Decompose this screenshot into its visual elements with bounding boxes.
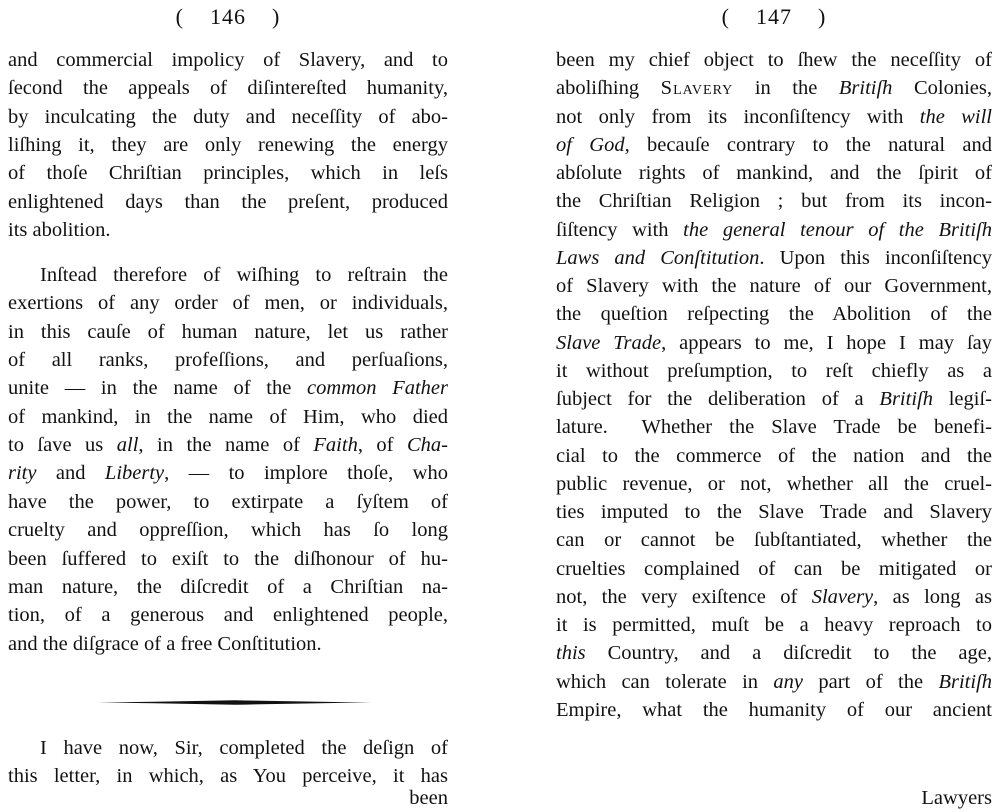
italic-text: of God <box>556 133 625 156</box>
text-line <box>556 442 992 470</box>
text-segment: . Upon this inconſiſtency <box>759 246 992 269</box>
text-line <box>556 244 992 272</box>
text-line <box>8 459 448 487</box>
text-segment: of thoſe Chriſtian principles, which in leſs <box>8 162 448 185</box>
text-line <box>8 545 448 573</box>
text-line <box>556 46 992 74</box>
italic-text: Faith <box>313 434 358 457</box>
text-segment: in the <box>733 77 839 100</box>
text-segment: legiſ- <box>932 388 992 410</box>
text-line <box>8 431 448 459</box>
text-line <box>8 374 448 402</box>
section-divider-rule <box>98 700 372 705</box>
text-line <box>556 668 992 696</box>
text-segment: ſiſtency with <box>556 218 684 241</box>
text-line <box>556 583 992 611</box>
text-line <box>8 601 448 629</box>
paren-close: ) <box>818 4 827 29</box>
text-line <box>556 187 992 215</box>
text-segment: of mankind, in the name of Him, who died <box>8 405 448 428</box>
italic-text: Slave Trade <box>556 331 662 354</box>
text-line <box>8 630 448 658</box>
right-page <box>556 0 992 810</box>
text-line <box>556 131 992 159</box>
text-line <box>8 46 448 74</box>
text-segment: ſubject for the deliberation of a <box>556 388 880 410</box>
text-segment: have the power, to extirpate a ſyſtem of <box>8 490 448 513</box>
left-page <box>8 0 448 810</box>
text-segment: Country, and a diſcredit to the age, <box>585 642 992 665</box>
italic-text: Liberty <box>104 462 165 485</box>
text-segment: I have now, Sir, completed the deſign of <box>40 737 448 759</box>
text-segment: and the diſgrace of a free Conſtitution. <box>8 632 322 655</box>
italic-text: all <box>116 434 139 457</box>
italic-text: any <box>773 670 804 693</box>
text-line <box>556 272 992 300</box>
text-segment: , in the name of <box>138 434 314 457</box>
text-segment: ſecond the appeals of diſintereſted humanity, <box>8 77 448 100</box>
text-segment: Inſtead therefore of wiſhing to reſtrain the <box>40 264 448 286</box>
italic-text: Britiſh <box>879 388 933 410</box>
text-line <box>8 573 448 601</box>
text-line <box>556 611 992 639</box>
text-line <box>8 188 448 216</box>
italic-text: Slavery <box>811 585 874 608</box>
text-line <box>556 357 992 385</box>
text-segment: ties imputed to the Slave Trade and Slavery <box>556 501 992 523</box>
text-segment: liſhing it, they are only renewing the energy <box>8 134 448 157</box>
text-segment: and commercial impolicy of Slavery, and to <box>8 49 448 71</box>
paren-open: ( <box>175 4 184 29</box>
page-number: 146 <box>210 4 246 29</box>
catchword: been <box>409 787 448 809</box>
text-line <box>556 526 992 554</box>
text-segment: abſolute rights of mankind, and the ſpirit of <box>556 162 992 184</box>
text-segment: man nature, the diſcredit of a Chriſtian na- <box>8 575 448 598</box>
text-line <box>556 696 992 724</box>
text-line <box>556 639 992 667</box>
text-line <box>556 555 992 583</box>
text-segment: it is permitted, muſt be a heavy reproach to <box>556 614 992 636</box>
text-segment: in this cauſe of human nature, let us rather <box>8 320 448 343</box>
text-segment: its abolition. <box>8 219 111 242</box>
paren-close: ) <box>272 4 281 29</box>
text-line <box>8 488 448 516</box>
italic-text: this <box>556 642 586 665</box>
text-segment: not, the very exiſtence of <box>556 585 812 608</box>
italic-text: Cha- <box>407 434 448 457</box>
text-segment: part of the <box>803 670 939 693</box>
text-line <box>8 734 448 762</box>
text-segment: , — to implore thoſe, who <box>164 462 448 485</box>
italic-text: rity <box>8 462 37 485</box>
text-segment: tion, of a generous and enlightened people, <box>8 604 448 627</box>
text-line <box>8 216 448 244</box>
text-line <box>8 159 448 187</box>
text-segment: Colonies, <box>892 77 992 100</box>
text-segment: of all ranks, profeſſions, and perſuaſions, <box>8 349 448 372</box>
text-segment: been my chief object to ſhew the neceſſity of <box>556 49 992 71</box>
text-line <box>556 413 992 441</box>
text-segment: cruelty and oppreſſion, which has ſo long <box>8 519 448 542</box>
text-segment: unite — in the name of the <box>8 377 308 400</box>
text-segment: , becauſe contrary to the natural and <box>624 133 992 156</box>
text-line <box>556 385 992 413</box>
text-line <box>556 300 992 328</box>
italic-text: the general tenour of the Britiſh <box>683 218 992 241</box>
text-line <box>8 261 448 289</box>
text-line <box>8 516 448 544</box>
text-line <box>556 216 992 244</box>
text-segment: lature. Whether the Slave Trade be benefi- <box>556 416 992 439</box>
italic-text: Laws and Conſtitution <box>556 246 760 269</box>
page-number: 147 <box>756 4 792 29</box>
small-caps-text: Slavery <box>660 77 734 100</box>
text-segment: Empire, what the humanity of our ancient <box>556 698 992 721</box>
italic-text: common Father <box>307 377 448 400</box>
text-segment: by inculcating the duty and neceſſity of abo- <box>8 105 448 128</box>
text-segment: exertions of any order of men, or individuals, <box>8 292 448 315</box>
text-line <box>556 498 992 526</box>
text-line <box>8 346 448 374</box>
text-segment: to ſave us <box>8 434 117 457</box>
text-segment: it without preſumption, to reſt chiefly as a <box>556 359 992 382</box>
text-line <box>8 289 448 317</box>
text-line <box>8 103 448 131</box>
text-segment: enlightened days than the preſent, produced <box>8 190 448 213</box>
text-segment: not only from its inconſiſtency with <box>556 105 920 128</box>
text-segment: of Slavery with the nature of our Government, <box>556 275 992 297</box>
text-segment: , as long as <box>873 585 992 608</box>
text-line <box>8 74 448 102</box>
text-segment: aboliſhing <box>556 77 661 100</box>
text-segment: can or cannot be ſubſtantiated, whether the <box>556 529 992 552</box>
text-segment: and <box>36 462 105 485</box>
text-segment: , of <box>357 434 407 457</box>
text-line <box>556 470 992 498</box>
text-line <box>556 329 992 357</box>
page-number-header <box>556 4 992 30</box>
text-segment: which can tolerate in <box>556 670 774 693</box>
text-segment: cial to the commerce of the nation and the <box>556 444 992 467</box>
italic-text: Britiſh <box>938 670 992 693</box>
text-segment: been ſuffered to exiſt to the diſhonour of hu- <box>8 547 448 570</box>
paren-open: ( <box>721 4 730 29</box>
text-line <box>556 159 992 187</box>
catchword: Lawyers <box>921 787 992 809</box>
text-segment: the Chriſtian Religion ; but from its incon- <box>556 190 992 213</box>
text-line <box>556 103 992 131</box>
italic-text: the will <box>919 105 992 128</box>
text-segment: , appears to me, I hope I may ſay <box>661 331 992 354</box>
text-segment: cruelties complained of can be mitigated or <box>556 557 992 580</box>
ornamental-rule-icon <box>98 700 372 705</box>
text-segment: public revenue, or not, whether all the cruel- <box>556 472 992 495</box>
text-segment: the queſtion reſpecting the Abolition of the <box>556 303 992 326</box>
page-number-header <box>8 4 448 30</box>
text-line <box>8 131 448 159</box>
text-line <box>556 74 992 102</box>
text-line <box>8 403 448 431</box>
text-line <box>8 318 448 346</box>
italic-text: Britiſh <box>838 77 893 100</box>
text-segment: this letter, in which, as You perceive, it has <box>8 765 448 788</box>
